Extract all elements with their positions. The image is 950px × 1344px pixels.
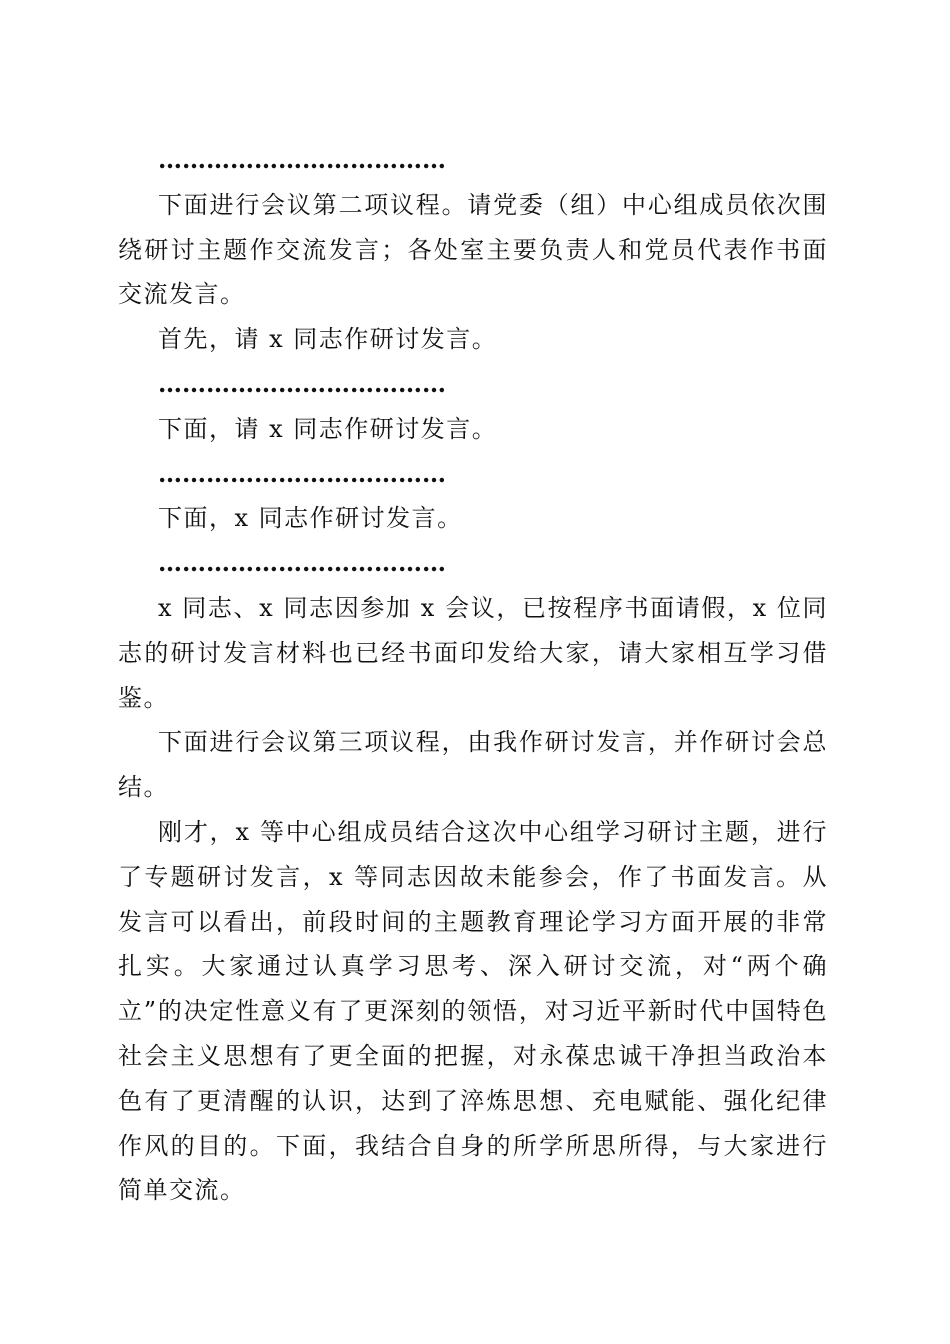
ellipsis-separator: ……………………………… [158, 458, 446, 488]
paragraph-third-agenda: 下面进行会议第三项议程，由我作研讨发言，并作研讨会总结。 [118, 728, 828, 802]
ellipsis-separator: ……………………………… [158, 548, 446, 578]
paragraph-summary: 刚才，x 等中心组成员结合这次中心组学习研讨主题，进行了专题研讨发言，x 等同志因故未能参会，作了书面发言。从发言可以看出，前段时间的主题教育理论学习方面开展的非常扎实。大家通过认真学习思考、深入研讨交流，对“两个确立”的决定性意义有了更深刻的领悟，对习近平新时代中国特色社会主义思想有了更全面的把握，对永葆忠诚干净担当政治本色有了更清醒的认识，达到了淬炼思想、充电赋能、强化纪律作风的目的。下面，我结合自身的所学所思所得，与大家进行简单交流。 [118, 817, 828, 1205]
ellipsis-separator: ……………………………… [158, 368, 446, 398]
ellipsis-separator: ……………………………… [158, 145, 446, 174]
paragraph-next-speaker-2: 下面，x 同志作研讨发言。 [158, 504, 463, 533]
document-body [118, 138, 828, 1213]
paragraph-first-speaker: 首先，请 x 同志作研讨发言。 [158, 325, 498, 354]
paragraph-next-speaker: 下面，请 x 同志作研讨发言。 [158, 414, 498, 443]
paragraph-second-agenda: 下面进行会议第二项议程。请党委（组）中心组成员依次围绕研讨主题作交流发言；各处室主要负责人和党员代表作书面交流发言。 [118, 190, 828, 309]
paragraph-leave-notice: x 同志、x 同志因参加 x 会议，已按程序书面请假，x 位同志的研讨发言材料也已经书面印发给大家，请大家相互学习借鉴。 [118, 593, 828, 712]
